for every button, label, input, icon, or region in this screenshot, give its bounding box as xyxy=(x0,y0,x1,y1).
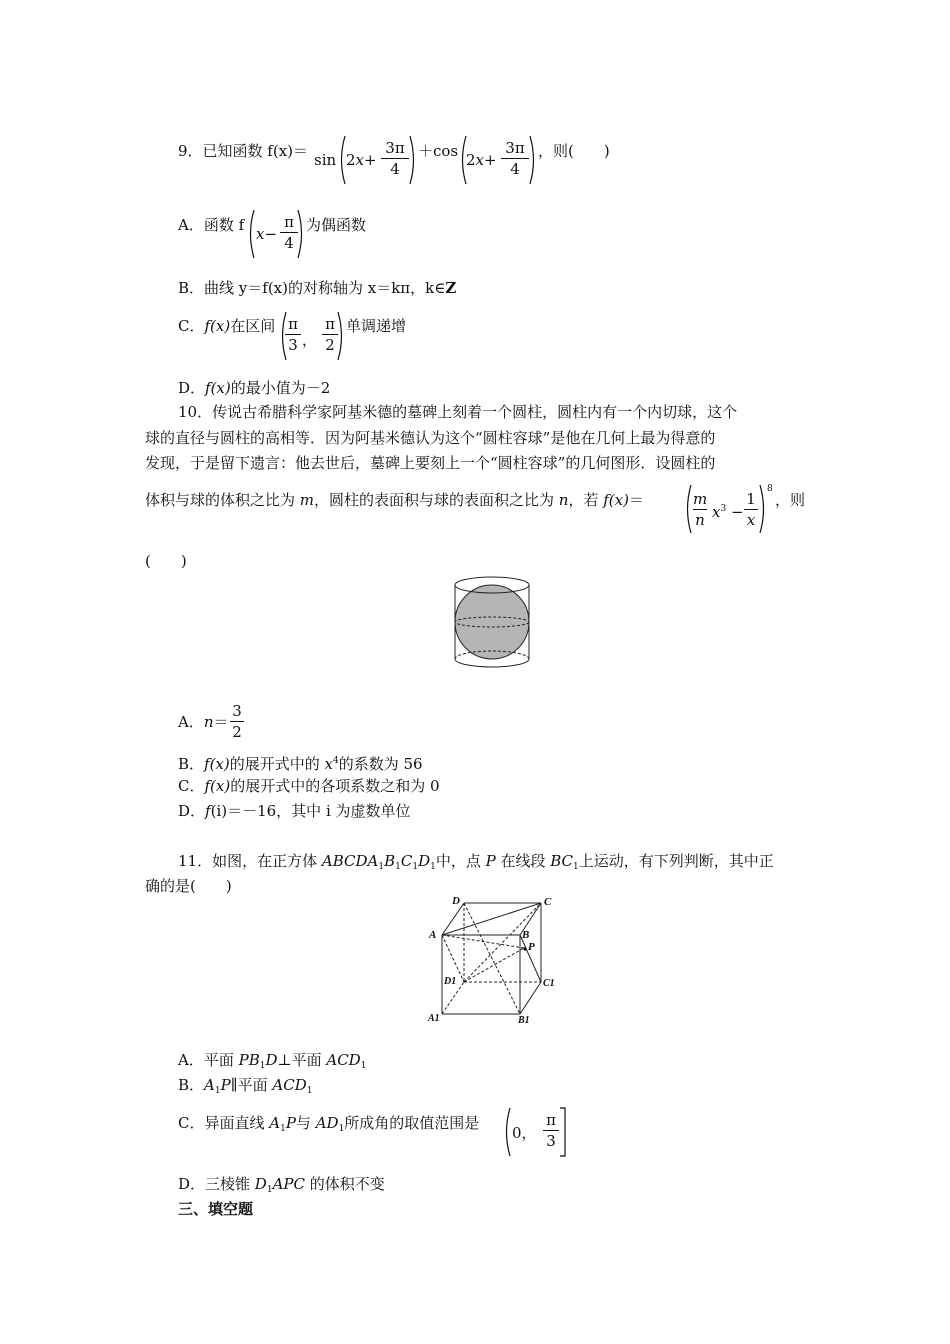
q9-option-c-num2: π xyxy=(325,315,335,333)
q9-arg-x: x xyxy=(355,151,365,169)
q11-sub: 1 xyxy=(378,862,385,872)
right-paren-icon xyxy=(408,134,418,186)
q9-fraction-2 xyxy=(501,139,529,178)
q10-paren: ( ) xyxy=(145,552,187,570)
q10-fraction-m-n xyxy=(693,490,707,529)
q9-fraction-2-den: 4 xyxy=(510,160,520,178)
q10-option-d-f: f xyxy=(205,802,211,820)
q9-plus: + xyxy=(364,151,377,169)
q11-option-c-fraction xyxy=(543,1111,559,1150)
q11-option-b-a: A xyxy=(204,1076,215,1094)
q10-option-c-fx: f(x) xyxy=(204,777,231,795)
q9-arg2-2: 2 xyxy=(466,151,476,169)
q11-line-2: 确的是( ) xyxy=(145,877,232,895)
q9-stem-prefix: 9．已知函数 f(x)＝ xyxy=(178,142,309,160)
q10-x3: x xyxy=(712,503,721,521)
q9-option-a-num: π xyxy=(284,213,294,231)
cylinder-sphere-figure xyxy=(447,572,537,676)
label-d: D xyxy=(452,895,460,907)
q9-fraction-1 xyxy=(381,139,409,178)
q11-option-b-mid: ∥平面 xyxy=(230,1076,273,1094)
q9-option-c-mid: 在区间 xyxy=(230,317,276,335)
label-b1: B1 xyxy=(518,1015,530,1026)
q11-sub: 1 xyxy=(306,1086,313,1096)
q10-option-d-prefix: D． xyxy=(178,802,206,820)
q11-option-c-mid: 与 xyxy=(295,1114,316,1132)
q11-cube-d: D xyxy=(418,852,431,870)
q11-sub: 1 xyxy=(360,1061,367,1071)
q9-option-a-minus: − xyxy=(264,225,278,243)
q9-option-c-fx: f(x) xyxy=(204,317,231,335)
label-a: A xyxy=(429,929,437,941)
q11-line-1a: 11．如图，在正方体 xyxy=(178,852,322,870)
q11-option-c-ad: AD xyxy=(315,1114,339,1132)
q10-option-c-suffix: 的展开式中的各项系数之和为 0 xyxy=(230,777,440,795)
q11-option-c-p: P xyxy=(285,1114,296,1132)
q9-option-b-z: Z xyxy=(445,279,457,297)
q11-option-a-acd: ACD xyxy=(326,1051,361,1069)
left-paren-icon xyxy=(502,1106,512,1158)
q10-exp3: 3 xyxy=(720,504,727,514)
label-d1: D1 xyxy=(444,976,457,987)
q10-eq: ＝ xyxy=(628,491,644,509)
q11-option-c-prefix: C．异面直线 xyxy=(178,1114,270,1132)
q11-sub: 1 xyxy=(395,862,401,872)
q10-line-3: 发现，于是留下遗言：他去世后，墓碑上要刻上一个“圆柱容球”的几何图形．设圆柱的 xyxy=(145,454,716,472)
label-p: P xyxy=(528,941,535,953)
q9-option-b: B．曲线 y＝f(x)的对称轴为 x＝kπ，k∈ xyxy=(178,279,446,297)
q10-fx: f(x) xyxy=(603,491,629,509)
q9-option-c-comma: ， xyxy=(302,331,318,349)
q9-fraction-2-num: 3π xyxy=(505,139,525,157)
q10-minus: − xyxy=(730,503,744,521)
q11-option-b-p: P xyxy=(220,1076,231,1094)
q11-cube-abcda: ABCDA xyxy=(321,852,379,870)
q11-option-c-a: A xyxy=(269,1114,281,1132)
segment-A-P xyxy=(442,935,524,948)
section-title: 三、填空题 xyxy=(178,1200,254,1218)
q9-fraction-1-den: 4 xyxy=(390,160,400,178)
q10-option-a-n: n xyxy=(203,713,214,731)
q9-option-c-num1: π xyxy=(288,315,298,333)
q10-line-4c: ，若 xyxy=(568,491,604,509)
q11-option-c-suffix: 所成角的取值范围是 xyxy=(344,1114,480,1132)
q11-option-b-acd: ACD xyxy=(272,1076,307,1094)
q9-option-d-suffix: 的最小值为－2 xyxy=(230,379,331,397)
q11-sub: 1 xyxy=(259,1061,266,1071)
q11-option-d-d: D xyxy=(254,1175,267,1193)
q10-option-a-fraction xyxy=(230,702,244,741)
q11-option-d-suffix: 的体积不变 xyxy=(304,1175,385,1193)
left-paren-icon xyxy=(683,483,693,535)
q9-option-c-den1: 3 xyxy=(288,336,298,354)
q9-option-c-den2: 2 xyxy=(325,336,335,354)
q9-sin: sin xyxy=(314,151,337,169)
q11-option-a-d: D xyxy=(265,1051,278,1069)
q9-option-c-fraction-1 xyxy=(285,315,301,354)
q9-option-c-prefix: C． xyxy=(178,317,205,335)
q9-arg2-x: x xyxy=(475,151,485,169)
q9-option-a-suffix: 为偶函数 xyxy=(306,216,367,234)
label-b: B xyxy=(522,929,530,941)
q11-sub: 1 xyxy=(430,862,436,872)
q10-option-a-prefix: A． xyxy=(178,713,204,731)
q11-option-c-num: π xyxy=(546,1111,556,1129)
q11-sub: 1 xyxy=(338,1124,345,1134)
q10-frac-m: m xyxy=(693,490,708,508)
q10-line-2: 球的直径与圆柱的高相等．因为阿基米德认为这个“圆柱容球”是他在几何上最为得意的 xyxy=(145,429,716,447)
q11-sub: 1 xyxy=(573,862,579,872)
q9-arg-2: 2 xyxy=(346,151,356,169)
q10-option-b-fx: f(x) xyxy=(204,755,230,773)
q10-line-4a: 体积与球的体积之比为 xyxy=(145,491,300,509)
q9-fraction-1-num: 3π xyxy=(385,139,405,157)
q10-then: ，则 xyxy=(775,491,806,509)
left-paren-icon xyxy=(246,208,256,260)
q11-sub: 1 xyxy=(412,862,419,872)
q11-line-1d: 上运动，有下列判断，其中正 xyxy=(578,852,774,870)
q9-option-c-suffix: 单调递增 xyxy=(346,317,407,335)
q9-option-a-x: x xyxy=(256,225,265,243)
segment-D1-P xyxy=(464,948,524,982)
q11-option-d-prefix: D．三棱锥 xyxy=(178,1175,255,1193)
q10-option-b-suffix: 的系数为 56 xyxy=(338,755,423,773)
q11-option-d-apc: APC xyxy=(272,1175,305,1193)
q10-option-a-eq: ＝ xyxy=(213,713,229,731)
q10-fraction-1-x xyxy=(744,490,758,529)
q10-frac-one: 1 xyxy=(746,490,756,508)
label-a1: A1 xyxy=(428,1013,440,1024)
q10-option-b-prefix: B． xyxy=(178,755,205,773)
q11-cube-c: C xyxy=(400,852,413,870)
right-paren-icon xyxy=(528,134,538,186)
q11-sub: 1 xyxy=(214,1086,221,1096)
q11-bc: BC xyxy=(550,852,574,870)
q9-cos: ＋cos xyxy=(418,142,459,160)
segment-D-B1 xyxy=(464,903,520,1014)
q11-sub: 1 xyxy=(280,1124,286,1134)
edge-B1-C1 xyxy=(520,982,541,1014)
q10-m: m xyxy=(299,491,315,509)
q11-option-a-mid: ⊥平面 xyxy=(277,1051,327,1069)
q10-line-4b: ，圆柱的表面积与球的表面积之比为 xyxy=(314,491,559,509)
label-c1: C1 xyxy=(543,978,555,989)
sphere xyxy=(455,585,529,659)
q10-option-c-prefix: C． xyxy=(178,777,205,795)
q10-n: n xyxy=(558,491,569,509)
q11-option-b-prefix: B． xyxy=(178,1076,205,1094)
cube-figure xyxy=(424,893,564,1027)
q9-tail: ，则( ) xyxy=(538,142,610,160)
q10-option-a-num: 3 xyxy=(232,702,242,720)
q11-option-a-pb: PB xyxy=(238,1051,260,1069)
q9-option-a-prefix: A．函数 f xyxy=(178,216,245,234)
q10-option-b-mid: 的展开式中的 xyxy=(229,755,325,773)
q10-frac-n: n xyxy=(695,511,705,529)
q11-sub: 1 xyxy=(266,1185,273,1195)
q9-option-d-prefix: D． xyxy=(178,379,206,397)
q11-p: P xyxy=(485,852,496,870)
label-c: C xyxy=(544,896,552,908)
q11-option-a-prefix: A．平面 xyxy=(178,1051,239,1069)
right-bracket-icon xyxy=(559,1106,567,1158)
q10-option-b-exp: 4 xyxy=(333,756,339,766)
q10-option-a-den: 2 xyxy=(232,723,242,741)
right-paren-icon xyxy=(296,208,306,260)
q11-cube-b: B xyxy=(384,852,396,870)
q10-option-b-x: x xyxy=(324,755,333,773)
q9-option-a-den: 4 xyxy=(284,234,294,252)
point-p xyxy=(523,947,526,950)
q10-line-1: 10．传说古希腊科学家阿基米德的墓碑上刻着一个圆柱，圆柱内有一个内切球，这个 xyxy=(178,403,738,421)
right-paren-icon xyxy=(336,310,346,362)
q9-option-d-fx: f(x) xyxy=(205,379,231,397)
cylinder-bottom-front xyxy=(455,659,529,667)
q9-plus-2: + xyxy=(484,151,497,169)
q11-option-c-comma: ， xyxy=(521,1124,537,1142)
segment-A-D1 xyxy=(442,935,464,982)
edge-A-D xyxy=(442,903,464,935)
q11-option-c-zero: 0 xyxy=(512,1124,522,1142)
q11-option-c-den: 3 xyxy=(546,1132,556,1150)
q11-line-1c: 在线段 xyxy=(495,852,551,870)
q10-exp8: 8 xyxy=(767,484,773,494)
q10-frac-x: x xyxy=(746,511,756,529)
q11-line-1b: 中，点 xyxy=(435,852,486,870)
q10-option-d-suffix: (i)＝－16，其中 i 为虚数单位 xyxy=(210,802,411,820)
